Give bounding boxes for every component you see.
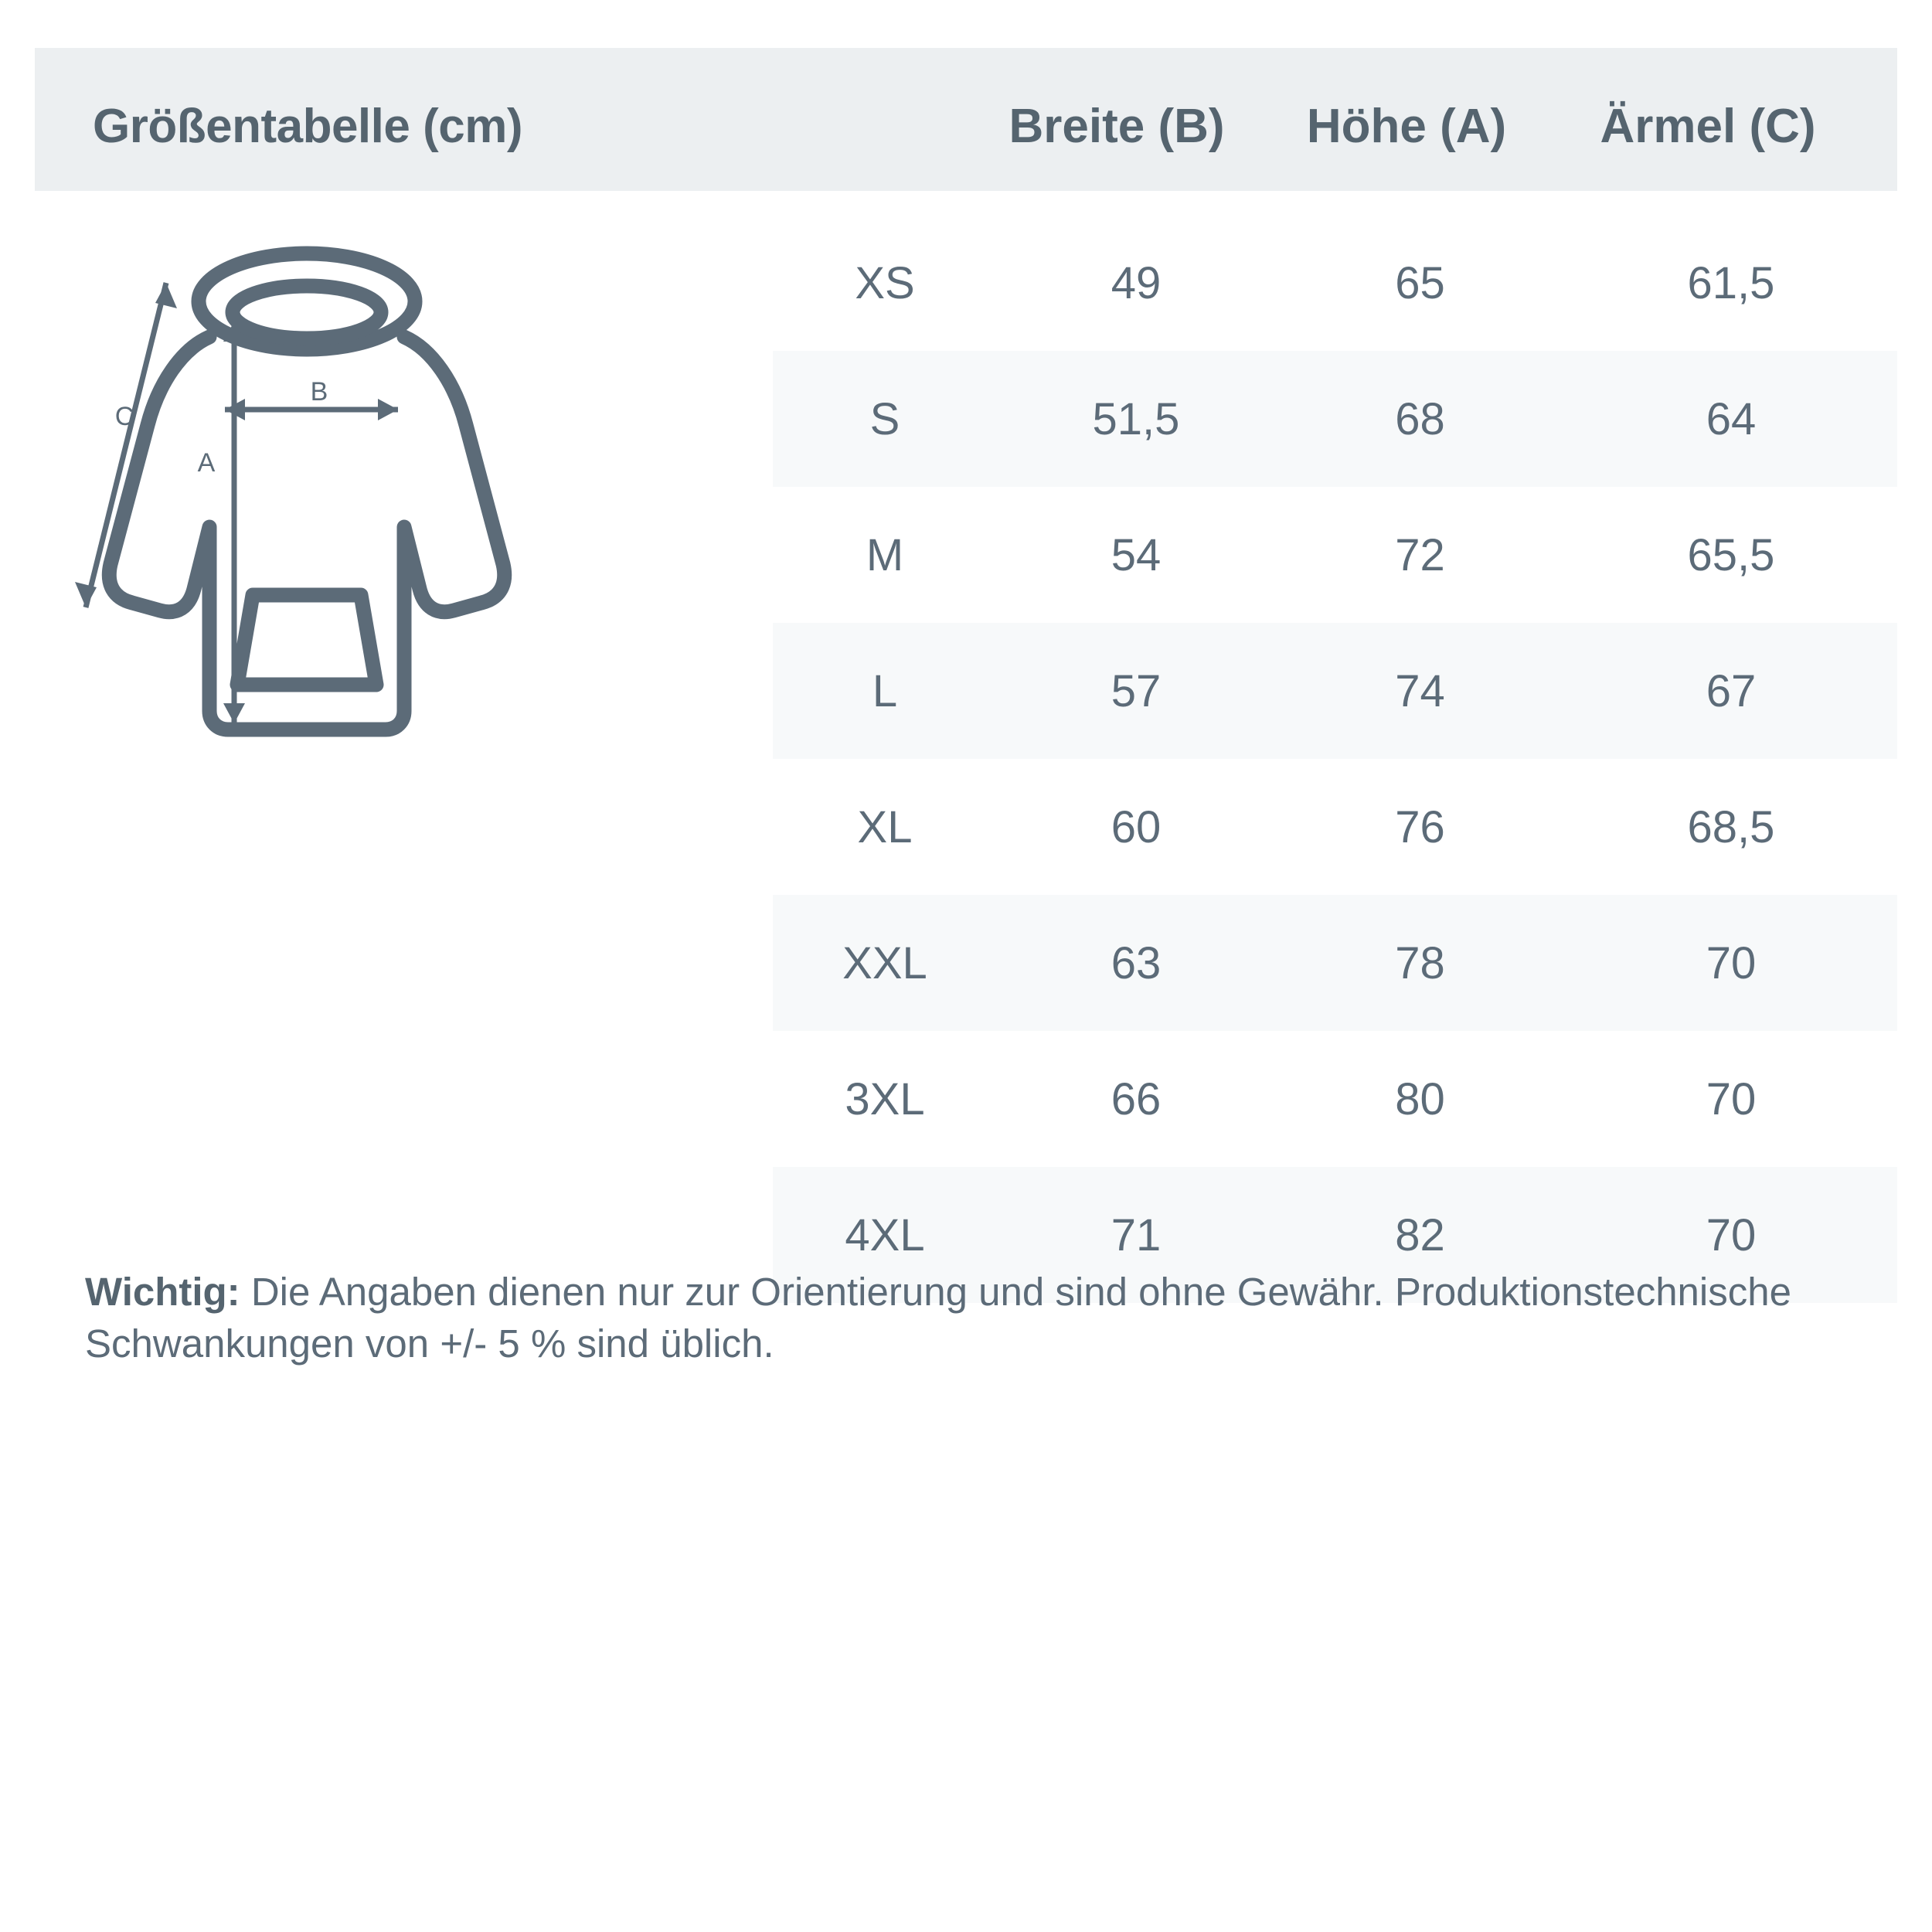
cell-aermel: 70 bbox=[1706, 1073, 1757, 1124]
label-b: B bbox=[310, 377, 328, 406]
cell-hoehe: 72 bbox=[1395, 529, 1445, 580]
cell-size: XL bbox=[857, 801, 913, 852]
table-row bbox=[773, 623, 1897, 759]
table-row bbox=[773, 351, 1897, 487]
cell-aermel: 70 bbox=[1706, 937, 1757, 988]
header-column-aermel: Ärmel (C) bbox=[1600, 100, 1816, 153]
table-row bbox=[773, 895, 1897, 1031]
label-c: C bbox=[114, 402, 134, 431]
table-row bbox=[773, 487, 1897, 623]
cell-breite: 71 bbox=[1111, 1209, 1162, 1260]
header-column-hoehe: Höhe (A) bbox=[1306, 100, 1507, 153]
cell-aermel: 67 bbox=[1706, 665, 1757, 716]
cell-breite: 63 bbox=[1111, 937, 1162, 988]
header-column-labels bbox=[966, 99, 1878, 154]
size-table-body bbox=[773, 215, 1897, 1303]
cell-hoehe: 74 bbox=[1395, 665, 1445, 716]
cell-aermel: 70 bbox=[1706, 1209, 1757, 1260]
cell-size: S bbox=[869, 393, 900, 444]
cell-size: 4XL bbox=[845, 1209, 925, 1260]
cell-hoehe: 78 bbox=[1395, 937, 1445, 988]
cell-size: XS bbox=[855, 257, 915, 308]
cell-hoehe: 76 bbox=[1395, 801, 1445, 852]
cell-size: M bbox=[866, 529, 904, 580]
size-table bbox=[773, 215, 1897, 1303]
page-title: Größentabelle (cm) bbox=[93, 100, 522, 153]
cell-breite: 66 bbox=[1111, 1073, 1162, 1124]
cell-breite: 57 bbox=[1111, 665, 1162, 716]
hoodie-measurement-diagram bbox=[73, 232, 769, 804]
label-a: A bbox=[197, 448, 216, 478]
cell-size: XXL bbox=[842, 937, 927, 988]
cell-aermel: 64 bbox=[1706, 393, 1757, 444]
cell-hoehe: 68 bbox=[1395, 393, 1445, 444]
footnote-label: Wichtig: bbox=[85, 1270, 240, 1314]
footnote-text: Die Angaben dienen nur zur Orientierung und sind ohne Gewähr. Produktionstechnische Schwankungen von +/- 5 % sind üblich. bbox=[85, 1270, 1791, 1366]
table-row bbox=[773, 759, 1897, 895]
cell-hoehe: 80 bbox=[1395, 1073, 1445, 1124]
cell-breite: 51,5 bbox=[1092, 393, 1180, 444]
cell-size: L bbox=[872, 665, 898, 716]
cell-breite: 54 bbox=[1111, 529, 1162, 580]
cell-aermel: 65,5 bbox=[1687, 529, 1775, 580]
cell-breite: 49 bbox=[1111, 257, 1162, 308]
cell-hoehe: 82 bbox=[1395, 1209, 1445, 1260]
header-column-breite: Breite (B) bbox=[1009, 100, 1225, 153]
cell-hoehe: 65 bbox=[1395, 257, 1445, 308]
table-row bbox=[773, 1031, 1897, 1167]
hoodie-icon bbox=[73, 232, 769, 804]
cell-breite: 60 bbox=[1111, 801, 1162, 852]
footnote bbox=[85, 1266, 1862, 1370]
cell-size: 3XL bbox=[845, 1073, 925, 1124]
cell-aermel: 68,5 bbox=[1687, 801, 1775, 852]
cell-aermel: 61,5 bbox=[1687, 257, 1775, 308]
table-row bbox=[773, 215, 1897, 351]
